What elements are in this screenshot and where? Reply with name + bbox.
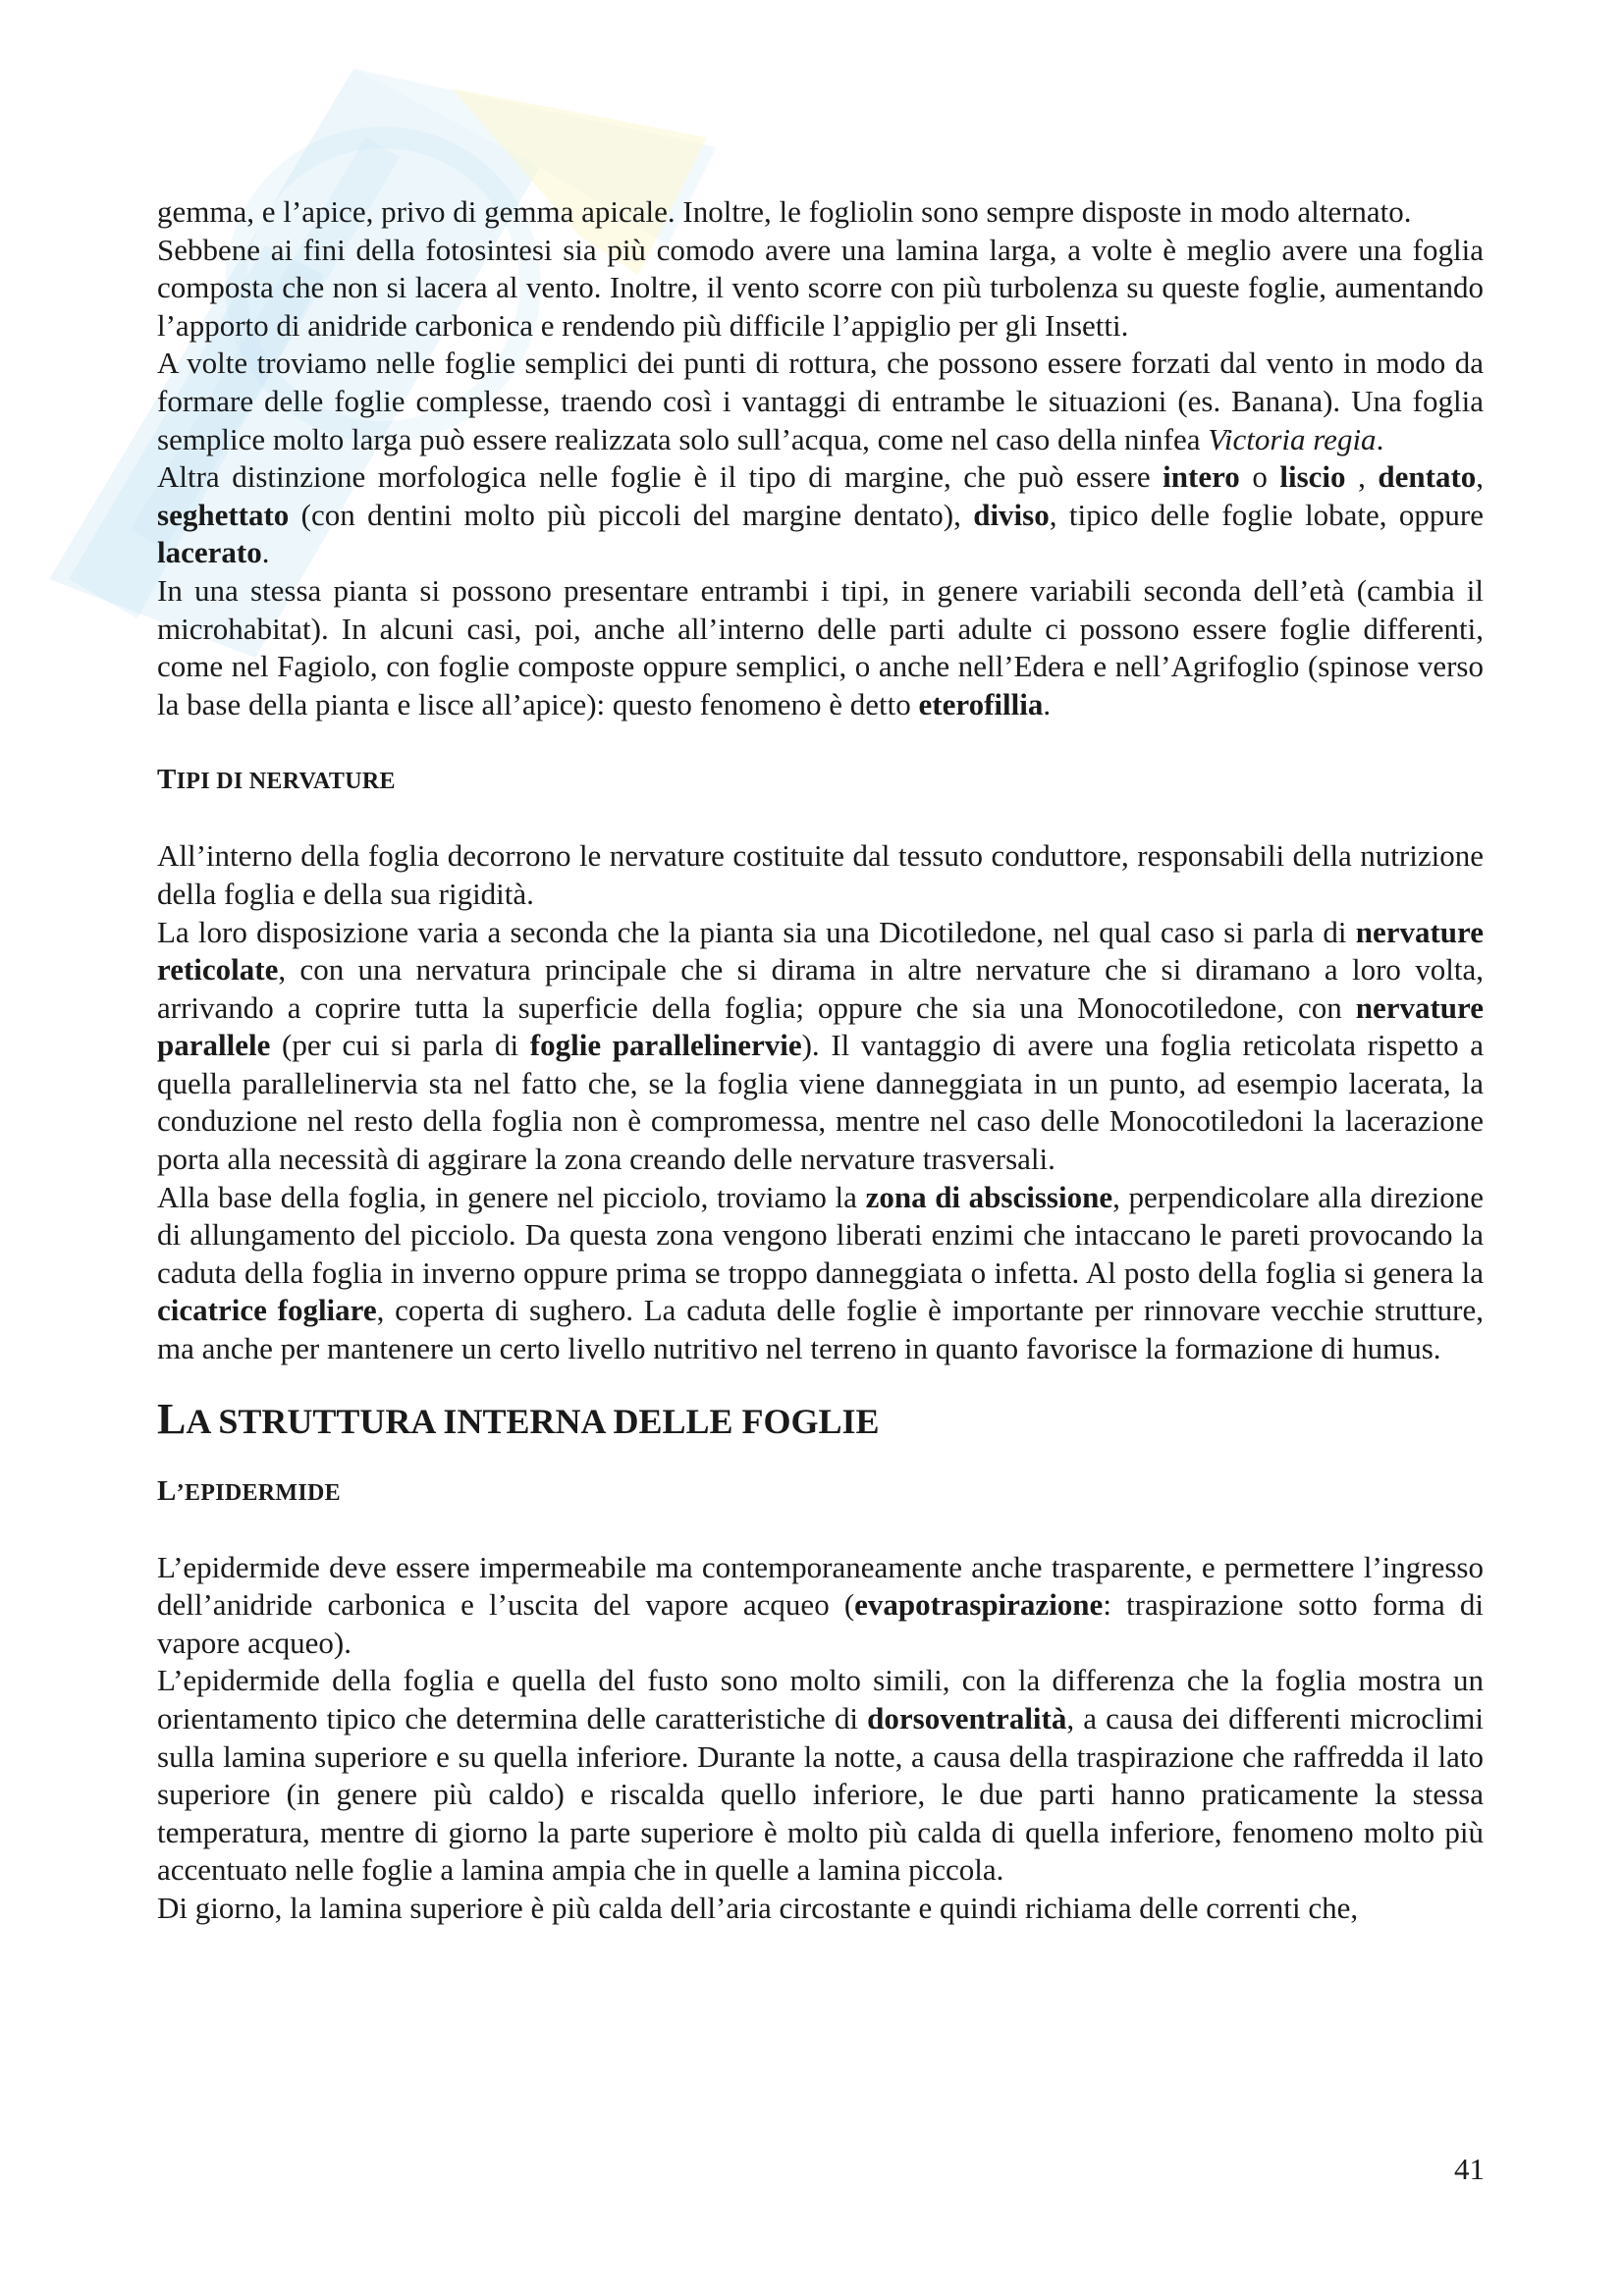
text-run: , perpendicolare alla direzione di allungamento del picciolo. Da questa zona vengono liberati enzimi che intaccano le pareti provocando la caduta della foglia in inverno oppure prima se troppo danneggiata o infetta. Al posto della foglia si genera la xyxy=(157,1179,1484,1290)
chapter-heading xyxy=(157,1394,1484,1443)
text-run: Sebbene ai fini della fotosintesi sia più comodo avere una lamina larga, a volte è meglio avere una foglia composta che non si lacera al vento. Inoltre, il vento scorre con più turbolenza su queste foglie, aumentando l’apporto di anidride carbonica e rendendo più difficile l’appiglio per gli Insetti. xyxy=(157,232,1484,343)
section-heading xyxy=(157,1472,1484,1512)
text-run: , tipico delle foglie lobate, oppure xyxy=(1049,497,1484,532)
text-run: , xyxy=(1476,459,1485,495)
text-run: A volte troviamo nelle foglie semplici dei punti di rottura, che possono essere forzati dal vento in modo da formare delle foglie complesse, traendo così i vantaggi di entrambe le situazioni (es. Banana). Una foglia semplice molto larga può essere realizzata solo sull’acqua, come nel caso della ninfea xyxy=(157,346,1484,456)
text-run: All’interno della foglia decorrono le nervature costituite dal tessuto conduttore, responsabili della nutrizione della foglia e della sua rigidità. xyxy=(157,838,1484,911)
paragraph xyxy=(157,572,1484,723)
text-run: In una stessa pianta si possono presentare entrambi i tipi, in genere variabili seconda dell’età (cambia il microhabitat). In alcuni casi, poi, anche all’interno delle parti adulte ci possono essere foglie differenti, come nel Fagiolo, con foglie composte oppure semplici, o anche nell’Edera e nell’Agrifoglio (spinose verso la base della pianta e lisce all’apice): questo fenomeno è detto xyxy=(157,572,1484,721)
bold-term: cicatrice fogliare xyxy=(157,1293,377,1328)
text-run: L’epidermide della foglia e quella del fusto sono molto simili, con la differenza che la foglia mostra un orientamento tipico che determina delle caratteristiche di xyxy=(157,1663,1484,1735)
text-run: o xyxy=(1239,459,1280,495)
spacer xyxy=(157,800,1484,837)
paragraph xyxy=(157,1549,1484,1663)
text-run: (per cui si parla di xyxy=(270,1028,530,1063)
heading-text: IPI DI NERVATURE xyxy=(176,769,396,795)
bold-term: liscio xyxy=(1279,459,1346,495)
paragraph xyxy=(157,1179,1484,1368)
text-run: gemma, e l’apice, privo di gemma apicale. Inoltre, le fogliolin sono sempre disposte in modo alternato. xyxy=(157,194,1412,229)
bold-term: nervature parallele xyxy=(157,989,1484,1063)
text-run: Alla base della foglia, in genere nel picciolo, troviamo la xyxy=(157,1179,866,1214)
spacer xyxy=(157,1443,1484,1472)
document-body xyxy=(157,193,1484,1928)
bold-term: nervature reticolate xyxy=(157,914,1484,988)
heading-initial: T xyxy=(157,764,177,796)
bold-term: seghettato xyxy=(157,497,290,532)
bold-term: intero xyxy=(1163,459,1240,495)
italic-term: Victoria regia xyxy=(1208,421,1377,456)
paragraph xyxy=(157,458,1484,572)
text-run: . xyxy=(261,535,270,570)
text-run: , con una nervatura principale che si dirama in altre nervature che si diramano a loro volta, arrivando a coprire tutta la superficie della foglia; oppure che sia una Monocotiledone, con xyxy=(157,952,1484,1025)
paragraph xyxy=(157,1662,1484,1890)
text-run: ). Il vantaggio di avere una foglia reticolata rispetto a quella parallelinervia sta nel fatto che, se la foglia viene danneggiata in un punto, ad esempio lacerata, la conduzione nel resto della foglia non è compromessa, mentre nel caso delle Monocotiledoni la lacerazione porta alla necessità di aggirare la zona creando delle nervature trasversali. xyxy=(157,1028,1485,1177)
paragraph xyxy=(157,345,1484,458)
heading-initial: L xyxy=(157,1474,177,1507)
page-number: 41 xyxy=(1454,2152,1485,2186)
text-run: , xyxy=(1345,459,1379,495)
paragraph xyxy=(157,837,1484,913)
heading-text: ’EPIDERMIDE xyxy=(176,1479,341,1506)
text-run: L’epidermide deve essere impermeabile ma contemporaneamente anche trasparente, e permettere l’ingresso dell’anidride carbonica e l’uscita del vapore acqueo ( xyxy=(157,1549,1484,1623)
bold-term: dentato xyxy=(1378,459,1477,495)
text-run: La loro disposizione varia a seconda che la pianta sia una Dicotiledone, nel qual caso si parla di xyxy=(157,914,1356,949)
heading-text: A STRUTTURA INTERNA DELLE FOGLIE xyxy=(186,1401,880,1441)
text-run: Altra distinzione morfologica nelle foglie è il tipo di margine, che può essere xyxy=(157,459,1163,495)
text-run: (con dentini molto più piccoli del margine dentato), xyxy=(289,497,974,532)
paragraph xyxy=(157,193,1484,232)
spacer xyxy=(157,1368,1484,1398)
text-run: , coperta di sughero. La caduta delle foglie è importante per rinnovare vecchie strutture, ma anche per mantenere un certo livello nutritivo nel terreno in quanto favorisce la formazione di humus. xyxy=(157,1293,1484,1366)
bold-term: lacerato xyxy=(157,535,262,570)
bold-term: dorsoventralità xyxy=(867,1701,1067,1735)
bold-term: zona di abscissione xyxy=(865,1179,1113,1214)
spacer xyxy=(157,723,1484,761)
text-run: , a causa dei differenti microclimi sulla lamina superiore e su quella inferiore. Durante la notte, a causa della traspirazione che raffredda il lato superiore (in genere più caldo) e riscalda quello inferiore, le due parti hanno praticamente la stessa temperatura, mentre di giorno la parte superiore è molto più calda di quella inferiore, fenomeno molto più accentuato nelle foglie a lamina ampia che in quelle a lamina piccola. xyxy=(157,1701,1485,1888)
section-heading xyxy=(157,761,1484,800)
bold-term: diviso xyxy=(973,497,1050,532)
paragraph xyxy=(157,232,1484,346)
bold-term: foglie parallelinervie xyxy=(529,1028,802,1063)
text-run: : traspirazione sotto forma di vapore acqueo). xyxy=(157,1587,1485,1660)
bold-term: evapotraspirazione xyxy=(854,1587,1104,1623)
bold-term: eterofillia xyxy=(918,686,1044,721)
text-run: . xyxy=(1043,686,1052,721)
text-run: . xyxy=(1376,421,1384,456)
text-run: Di giorno, la lamina superiore è più calda dell’aria circostante e quindi richiama delle correnti che, xyxy=(157,1890,1359,1925)
paragraph xyxy=(157,1890,1484,1928)
heading-initial: L xyxy=(157,1394,187,1443)
paragraph xyxy=(157,914,1484,1179)
spacer xyxy=(157,1512,1484,1549)
